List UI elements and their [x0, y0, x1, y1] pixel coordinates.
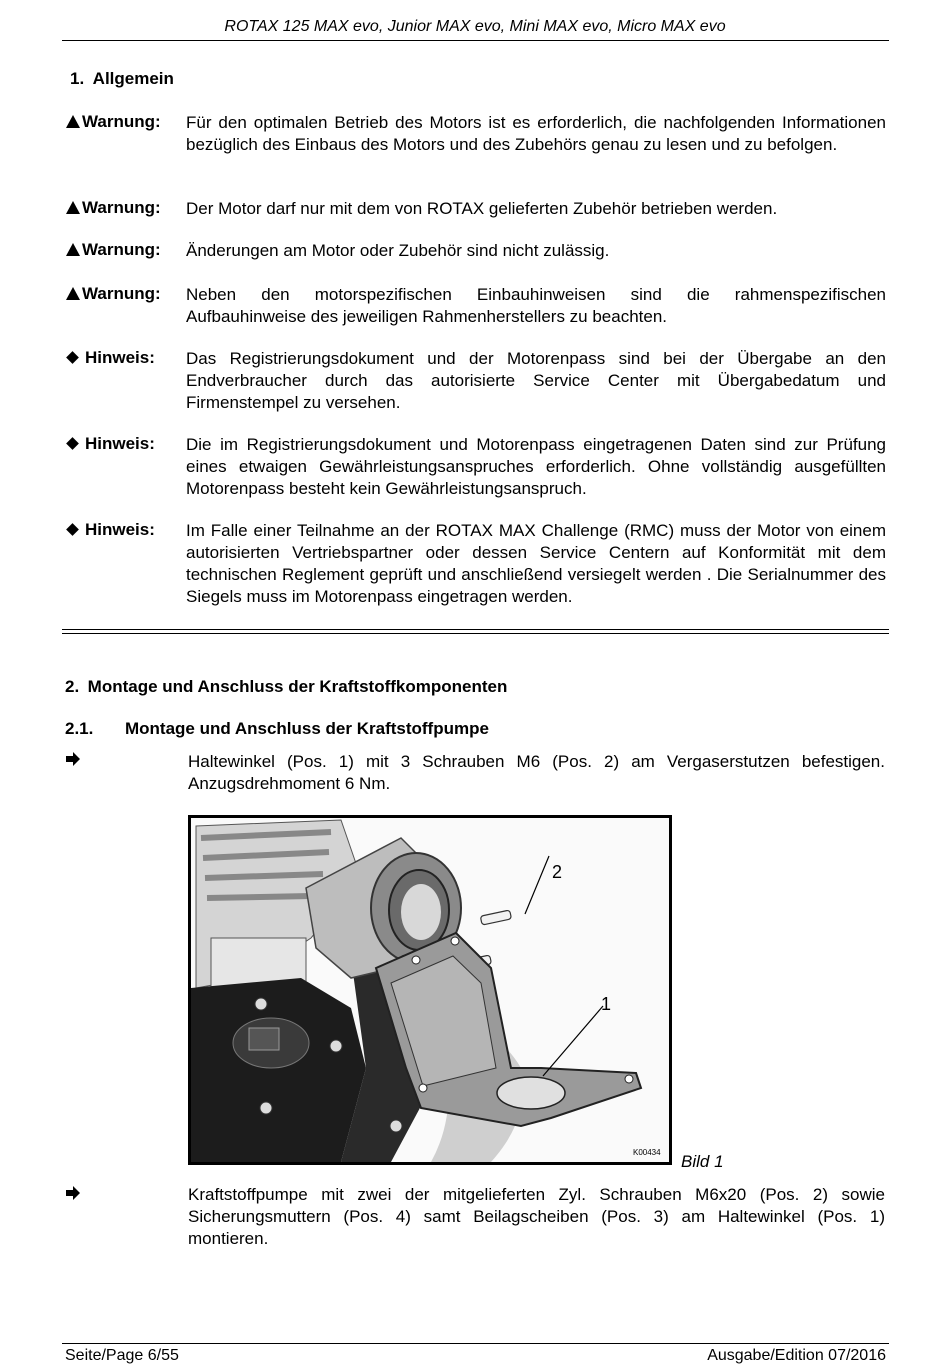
diamond-icon	[66, 437, 79, 450]
edition: Ausgabe/Edition 07/2016	[707, 1347, 886, 1364]
footer-rule	[62, 1343, 889, 1344]
subsection-number: 2.1.	[65, 719, 94, 738]
note-text: Das Registrierungsdokument und der Motorenpass sind bei der Übergabe an den Endverbraucher durch das autorisierte Service Center mit Übergabedatum und Firmenstempel zu versehen.	[186, 349, 886, 412]
note-text: Im Falle einer Teilnahme an der ROTAX MAX Challenge (RMC) muss der Motor von einem autorisierten Vertriebspartner oder dessen Service Centern auf Konformität mit dem technischen Reglement geprüft und anschließend versiegelt werden . Die Serialnummer des Siegels muss im Motorenpass eingetragen werden.	[186, 521, 886, 606]
subsection-heading: Montage und Anschluss der Kraftstoffpumpe	[125, 719, 489, 738]
warning-text: Änderungen am Motor oder Zubehör sind nicht zulässig.	[186, 241, 610, 260]
engine-figure	[188, 815, 672, 1165]
diamond-icon	[66, 351, 79, 364]
warning-triangle-icon	[66, 201, 80, 214]
page-number: Seite/Page 6/55	[65, 1347, 179, 1364]
note-label: Hinweis:	[66, 434, 155, 454]
step-text: Haltewinkel (Pos. 1) mit 3 Schrauben M6 (Pos. 2) am Vergaserstutzen befestigen. Anzugsdrehmoment 6 Nm.	[188, 752, 885, 793]
arrow-right-icon	[65, 1185, 81, 1205]
header-rule	[62, 40, 889, 41]
figure-caption: Bild 1	[681, 1152, 724, 1171]
diamond-icon	[66, 523, 79, 536]
warning-triangle-icon	[66, 115, 80, 128]
note-text: Die im Registrierungsdokument und Motorenpass eingetragenen Daten sind zur Prüfung eines etwaigen Gewährleistungsanspruches erforderlich. Ohne vollständig ausgefüllten Motorenpass besteht kein Gewährleistungsanspruch.	[186, 435, 886, 498]
step-text: Kraftstoffpumpe mit zwei der mitgelieferten Zyl. Schrauben M6x20 (Pos. 2) sowie Sicherungsmuttern (Pos. 4) samt Beilagscheiben (Pos. 3) am Haltewinkel (Pos. 1) montieren.	[188, 1185, 885, 1248]
image-code: K00434	[633, 1148, 661, 1157]
note-label: Hinweis:	[66, 348, 155, 368]
arrow-right-icon	[65, 751, 81, 771]
callout-2: 2	[552, 862, 563, 882]
section-heading-montage: 2. Montage und Anschluss der Kraftstoffkomponenten	[65, 677, 508, 696]
section-divider	[62, 629, 889, 634]
callout-1: 1	[601, 994, 612, 1014]
section-heading-allgemein: 1. Allgemein	[70, 69, 174, 88]
warning-triangle-icon	[66, 287, 80, 300]
warning-label: Warnung:	[66, 284, 161, 304]
warning-label: Warnung:	[66, 198, 161, 218]
warning-text: Für den optimalen Betrieb des Motors ist es erforderlich, die nachfolgenden Informationen bezüglich des Einbaus des Motors und des Zubehörs genau zu lesen und zu befolgen.	[186, 113, 886, 154]
warning-text: Der Motor darf nur mit dem von ROTAX gelieferten Zubehör betrieben werden.	[186, 199, 778, 218]
running-header: ROTAX 125 MAX evo, Junior MAX evo, Mini MAX evo, Micro MAX evo	[224, 18, 726, 35]
warning-text: Neben den motorspezifischen Einbauhinweisen sind die rahmenspezifischen Aufbauhinweise des jeweiligen Rahmenherstellers zu beachten.	[186, 285, 886, 326]
warning-triangle-icon	[66, 243, 80, 256]
note-label: Hinweis:	[66, 520, 155, 540]
warning-label: Warnung:	[66, 240, 161, 260]
engine-illustration	[191, 818, 669, 1162]
warning-label: Warnung:	[66, 112, 161, 132]
